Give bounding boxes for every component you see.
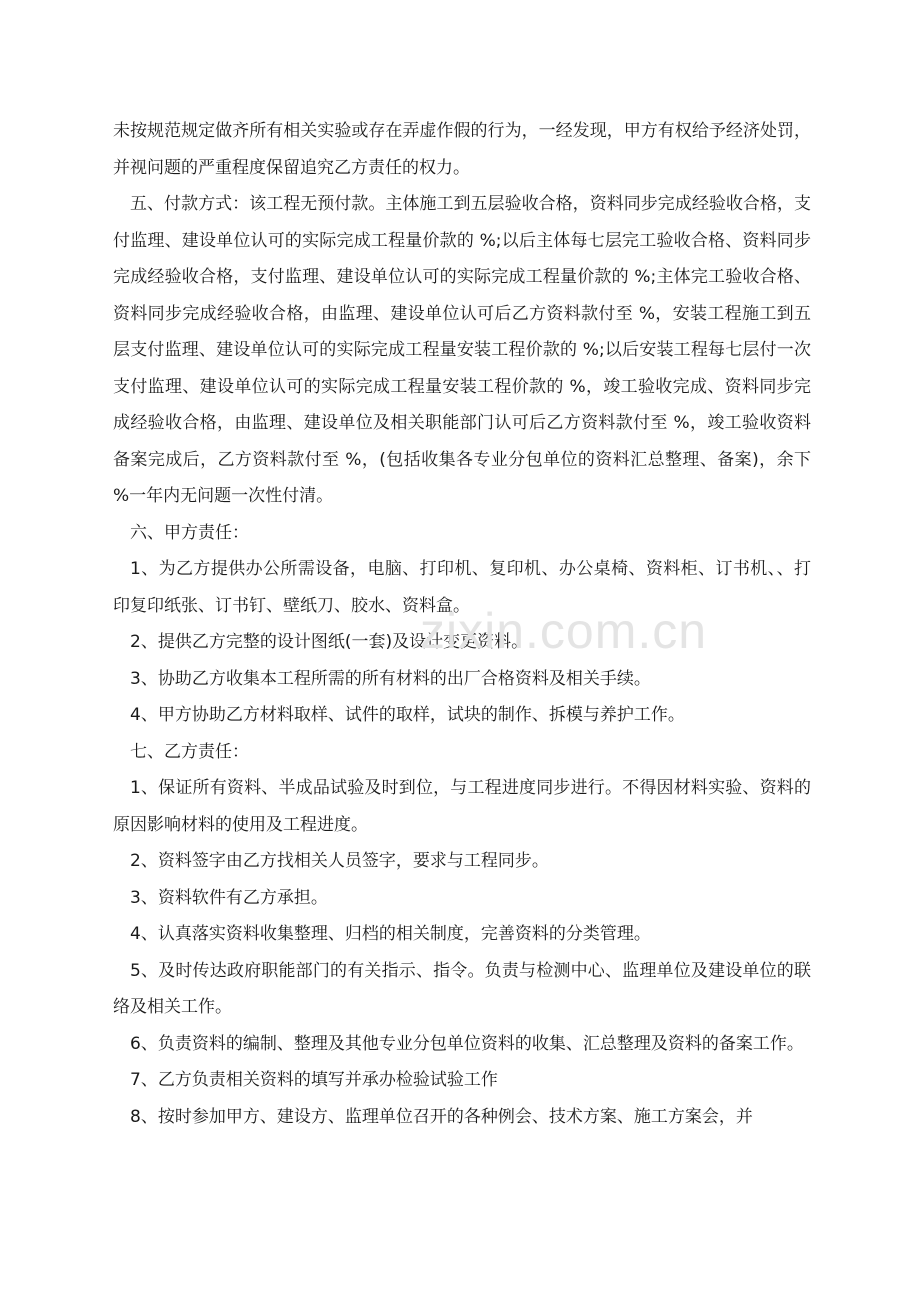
paragraph-party-b-item-4: 4、认真落实资料收集整理、归档的相关制度，完善资料的分类管理。 (130, 924, 651, 944)
paragraph-party-b-item-6: 6、负责资料的编制、整理及其他专业分包单位资料的收集、汇总整理及资料的备案工作。 (130, 1033, 804, 1054)
paragraph-party-b-item-7: 7、乙方负责相关资料的填写并承办检验试验工作 (130, 1070, 498, 1090)
paragraph-party-a-item-2: 2、提供乙方完整的设计图纸(一套)及设计变更资料。 (130, 632, 529, 652)
paragraph-party-b-item-5: 5、及时传达政府职能部门的有关指示、指令。负责与检测中心、监理单位及建设单位的联络及相关工作。 (113, 960, 811, 1017)
paragraph-party-a-item-1: 1、为乙方提供办公所需设备，电脑、打印机、复印机、办公桌椅、资料柜、订书机、、打印复印纸张、订书钉、壁纸刀、胶水、资料盒。 (113, 559, 811, 616)
heading-party-a-responsibilities: 六、甲方责任： (130, 522, 249, 543)
paragraph-party-b-item-8: 8、按时参加甲方、建设方、监理单位召开的各种例会、技术方案、施工方案会，并 (130, 1106, 753, 1127)
watermark-text: zixin.com.cn (420, 603, 708, 659)
paragraph-party-b-item-1: 1、保证所有资料、半成品试验及时到位，与工程进度同步进行。不得因材料实验、资料的原因影响材料的使用及工程进度。 (113, 778, 811, 835)
heading-party-b-responsibilities: 七、乙方责任： (130, 741, 249, 762)
paragraph-party-a-item-4: 4、甲方协助乙方材料取样、试件的取样，试块的制作、拆模与养护工作。 (130, 705, 685, 725)
paragraph-party-b-item-3: 3、资料软件有乙方承担。 (130, 887, 328, 908)
paragraph-party-a-item-3: 3、协助乙方收集本工程所需的所有材料的出厂合格资料及相关手续。 (130, 668, 651, 689)
paragraph-penalty-clause: 未按规范规定做齐所有相关实验或存在弄虚作假的行为，一经发现，甲方有权给予经济处罚，并视问题的严重程度保留追究乙方责任的权力。 (113, 121, 811, 178)
paragraph-party-b-item-2: 2、资料签字由乙方找相关人员签字，要求与工程同步。 (130, 851, 549, 871)
paragraph-payment-terms: 五、付款方式：该工程无预付款。主体施工到五层验收合格，资料同步完成经验收合格，支付监理、建设单位认可的实际完成工程量价款的 %;以后主体每七层完工验收合格、资料同步完成经验收合格，支付监理、建设单位认可的实际完成工程量价款的 %;主体完工验收合格、资料同步完成经验收合格，由监理、建设单位认可后乙方资料款付至 %，安装工程施工到五层支付监理、建设单位认可的实际完成工程量安装工程价款的 %;以后安装工程每七层付一次支付监理、建设单位认可的实际完成工程量安装工程价款的 %，竣工验收完成、资料同步完成经验收合格，由监理、建设单位及相关职能部门认可后乙方资料款付至 %，竣工验收资料备案完成后，乙方资料款付至 %，(包括收集各专业分包单位的资料汇总整理、备案)，余下 %一年内无问题一次性付清。 (113, 194, 811, 506)
document-body (113, 113, 811, 1135)
